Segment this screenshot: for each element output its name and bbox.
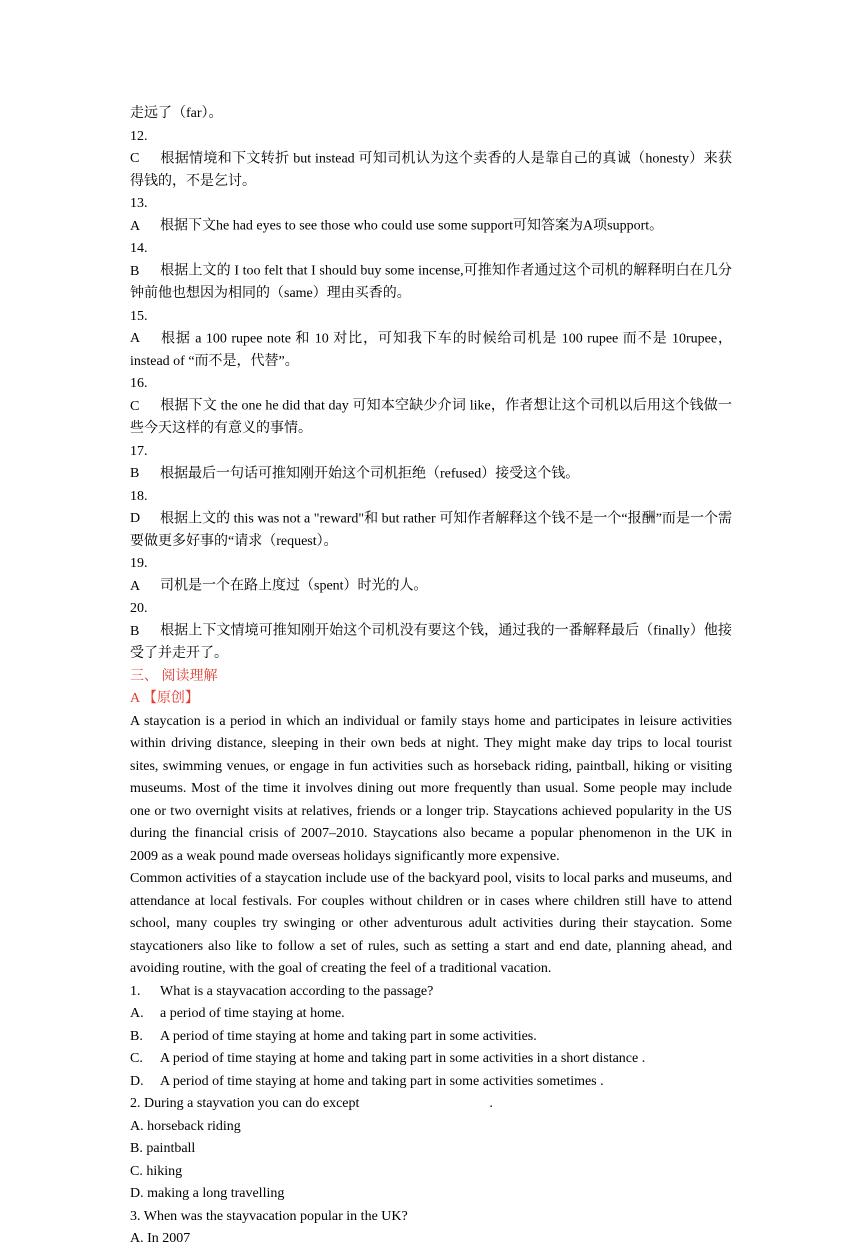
answer-number: 17. B — [130, 443, 148, 481]
option-text: A period of time staying at home and taking part in some activities sometimes . — [160, 1073, 604, 1089]
option-label: B. — [130, 1028, 143, 1044]
answer-explanation: 根据情境和下文转折 but instead 可知司机认为这个卖香的人是靠自己的真诚（honesty）来获得钱的，不是乞讨。 — [130, 151, 732, 189]
option-text: a period of time staying at home. — [160, 1006, 345, 1021]
question-1-option-d — [130, 1071, 732, 1094]
question-1-option-c — [130, 1048, 732, 1071]
document-page — [130, 103, 732, 1251]
question-2-option-d: D. making a long travelling — [130, 1186, 285, 1201]
question-1-option-b — [130, 1026, 732, 1049]
answer-13 — [130, 193, 732, 238]
question-1 — [130, 981, 732, 1004]
answer-explanation: 根据最后一句话可推知刚开始这个司机拒绝（refused）接受这个钱。 — [160, 466, 580, 481]
answer-16 — [130, 373, 732, 441]
answer-18 — [130, 486, 732, 554]
answer-number: 18. D — [130, 488, 148, 526]
answer-number: 13. A — [130, 196, 148, 234]
answer-19 — [130, 553, 732, 598]
answer-line-11-end: 走远了（far）。 — [130, 106, 223, 121]
answer-14 — [130, 238, 732, 306]
answer-number: 12. C — [130, 128, 148, 166]
option-label: A. — [130, 1006, 144, 1021]
section-subheading: A 【原创】 — [130, 691, 199, 706]
answer-17 — [130, 441, 732, 486]
answer-explanation: 根据上文的 I too felt that I should buy some incense,可推知作者通过这个司机的解释明白在几分钟前他也想因为相同的（same）理由买香的。 — [130, 263, 732, 301]
passage-paragraph-2: Common activities of a staycation include use of the backyard pool, visits to local parks and museums, and attendance at local festivals. For couples without children or in cases where children still have to attend school, many couples try swinging or other adventurous adult activities during their staycation. Some staycationers also like to follow a set of rules, such as setting a start and end date, planning ahead, and avoiding routine, with the goal of creating the feel of a traditional vacation. — [130, 871, 732, 976]
answer-explanation: 根据 a 100 rupee note 和 10 对比，可知我下车的时候给司机是 100 rupee 而不是 10rupee，instead of “而不是，代替”。 — [130, 331, 732, 369]
question-number: 1. — [130, 983, 141, 999]
answer-15 — [130, 306, 732, 374]
answer-explanation: 根据上下文情境可推知刚开始这个司机没有要这个钱，通过我的一番解释最后（finally）他接受了并走开了。 — [130, 623, 732, 661]
question-3-option-a: A. In 2007 — [130, 1231, 191, 1246]
question-1-option-a — [130, 1003, 732, 1026]
question-2 — [130, 1093, 732, 1116]
answer-explanation: 根据上文的 this was not a "reward"和 but rather 可知作者解释这个钱不是一个“报酬”而是一个需要做更多好事的“请求（request）。 — [130, 511, 732, 549]
answer-number: 15. A — [130, 308, 148, 346]
answer-number: 20. B — [130, 601, 148, 639]
question-2-option-b: B. paintball — [130, 1141, 196, 1156]
question-3: 3. When was the stayvacation popular in the UK? — [130, 1208, 408, 1224]
answer-explanation: 根据下文he had eyes to see those who could use some support可知答案为A项support。 — [160, 218, 664, 234]
passage-paragraph-1: A staycation is a period in which an individual or family stays home and participates in leisure activities within driving distance, sleeping in their own beds at night. They might make day trips to local tourist sites, swimming venues, or engage in fun activities such as horseback riding, paintball, hiking or visiting museums. Most of the time it involves dining out more frequently than usual. Some people may include one or two overnight visits at relatives, friends or a longer trip. Staycations achieved popularity in the US during the financial crisis of 2007–2010. Staycations also became a popular phenomenon in the UK in 2009 as a weak pound made overseas holidays significantly more expensive. — [130, 713, 732, 864]
question-end-punct: . — [489, 1096, 493, 1111]
option-label: D. — [130, 1073, 144, 1089]
answer-number: 16. C — [130, 376, 148, 414]
answer-12 — [130, 126, 732, 194]
answer-20 — [130, 598, 732, 666]
answer-number: 14. B — [130, 241, 148, 279]
section-heading: 三、 阅读理解 — [130, 668, 218, 684]
question-2-option-a: A. horseback riding — [130, 1118, 241, 1134]
answer-number: 19. A — [130, 556, 148, 594]
option-text: A period of time staying at home and taking part in some activities. — [160, 1028, 537, 1044]
option-label: C. — [130, 1051, 143, 1066]
question-2-option-c: C. hiking — [130, 1163, 183, 1179]
question-text: What is a stayvacation according to the passage? — [160, 983, 434, 999]
question-text: 2. During a stayvation you can do except — [130, 1096, 360, 1111]
answer-explanation: 司机是一个在路上度过（spent）时光的人。 — [160, 578, 428, 594]
answer-explanation: 根据下文 the one he did that day 可知本空缺少介词 like，作者想让这个司机以后用这个钱做一些今天这样的有意义的事情。 — [130, 398, 732, 436]
option-text: A period of time staying at home and taking part in some activities in a short distance . — [160, 1051, 646, 1066]
